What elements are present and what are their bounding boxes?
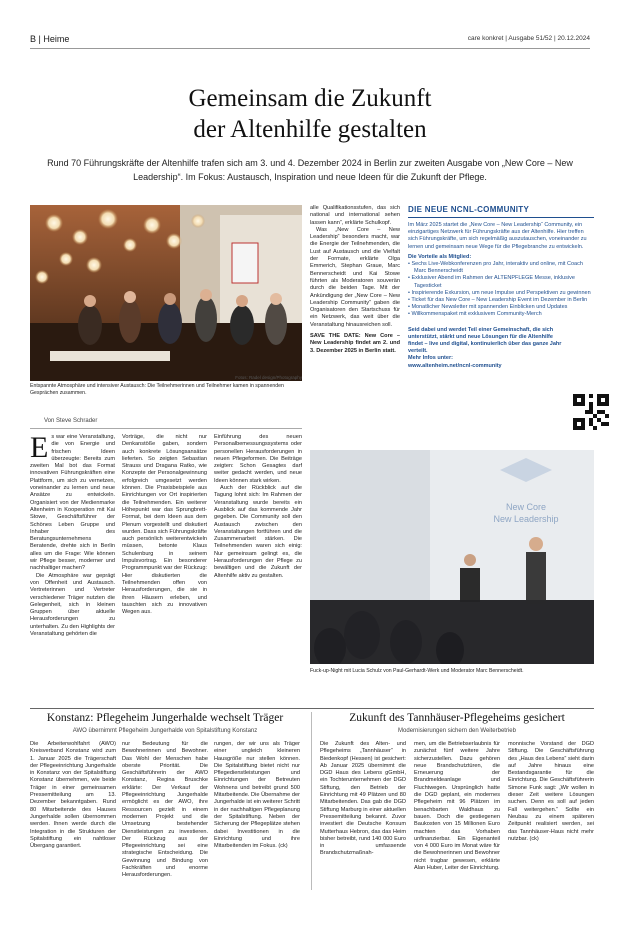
article-lead: Rund 70 Führungskräfte der Altenhilfe trafen sich am 3. und 4. Dezember 2024 in Berlin zur zweiten Ausgabe von „New Core – New Leadership“. Im Fokus: Austausch, Inspiration und neue Ideen für die Zukunft der Pflege. bbox=[47, 158, 573, 182]
byline: Von Steve Schrader bbox=[44, 418, 98, 424]
story2-column-1: Die Arbeiterwohlfahrt (AWO) Kreisverband Konstanz wird zum 1. Januar 2025 die Trägerschaft der Pflegeeinrichtung Jungerhalde in Konstanz von der Spitalstiftung Konstanz übernehmen, wie beide Träger in einer gemeinsamen Pressemitteilung am 13. Dezember bekanntgaben. Rund 80 Mitarbeitende des Hauses Jungerhalde sollen übernommen werden. Ihnen werde durch die Integration in die Strukturen der Spitalstiftung ein nahtloser Übergang garantiert. bbox=[30, 741, 116, 850]
story3-title: Zukunft des Tannhäuser-Pflegeheims gesichert bbox=[349, 712, 565, 724]
story2-column-2: nur Bedeutung für die Bewohnerinnen und Bewohner. Das Wohl der Menschen habe oberste Priorität. Die Geschäftsführerin der AWO Konstanz, Regina Bruschke erklärte: Der Verkauf der Pflegeeinrichtung Jungerhalde ermöglicht es der AWO, ihre Ressourcen gezielt in einem modernen Projekt und die Umsetzung bestehender Dienstleistungen zu investieren. Der Rückzug aus der Pflegeeinrichtung sei eine strategische Entscheidung. Die Gewinnung und Bindung von Fachkräften und enorme Herausforderungen. bbox=[122, 741, 208, 879]
title-line-1: Gemeinsam die Zukunft bbox=[188, 85, 432, 112]
story2-column-3: rungen, der wir uns als Träger einer ungleich kleineren Hausgröße nur stellen können. Die Spitalstiftung bietet nicht nur Pflegedienstleistungen und Einrichtungen der Betreuten Wohnens und betreibt grund 500 Mitarbeitende. Die Übernahme der Jungerhalde ist ein weiterer Schritt in der nachhaltigen Pflegeplanung der Spitalstiftung. Neben der Sicherung der Pflegeplätze stehen dabei Investitionen in die Einrichtung und ihre Mitarbeitenden im Fokus. (ck) bbox=[214, 741, 300, 850]
article-title bbox=[30, 83, 590, 145]
event-photo-illustration bbox=[30, 205, 302, 381]
story2-title: Konstanz: Pflegeheim Jungerhalde wechselt Träger bbox=[46, 712, 284, 724]
qr-code-icon[interactable] bbox=[573, 394, 609, 430]
story3-subtitle: Modernisierungen sichern den Weiterbetrieb bbox=[398, 728, 516, 734]
box-intro: Im März 2025 startet die „New Core – New Leadership“ Community, ein einzigartiges Netzwerk für Führungskräfte aus der Altenhilfe. Hier treffen sich Führungskräfte, um sich regelmäßig auszutauschen, voneinander zu lernen und gemeinsam neue Wege für die Pflegebranche zu entwickeln. bbox=[408, 222, 587, 250]
list-item: • Exklusiver Abend im Rahmen der ALTENPFLEGE Messe, inklusive Tagesticket bbox=[414, 275, 594, 289]
box-rule bbox=[408, 217, 594, 218]
box-title: DIE NEUE NCNL-COMMUNITY bbox=[408, 205, 530, 214]
col2-text: Vorträge, die nicht nur Denkanstöße gaben, sondern auch konkrete Lösungsansätze lieferten. So zeigten Sebastian Strauss und Dragana Ratko, wie Konzepte der Personalgewinnung erfolgreich umgesetzt werden können. Die Praxisbeispiele aus Einrichtungen vor Ort inspirierten die Teilnehmenden. Ein weiterer Höhepunkt war das Sprungbrett-Format, bei dem Ideen aus dem Plenum vorgestellt und diskutiert wurden. Dass sich Führungskräfte auch persönlich weiterentwickeln müssen, betonte Klaus Schulenburg in seinem Impulsvortrag. Ein besonderer Programmpunkt war der Rückzug: Hier diskutierten die Teilnehmenden offen von Herausforderungen, die sie in ihren Häusern erleben, und tauschten sich zu innovativen Wegen aus. bbox=[122, 434, 207, 616]
stage-photo bbox=[310, 450, 594, 664]
col3-text-2: Was „New Core – New Leadership“ besonders macht, war die Energie der Teilnehmenden, die Lust auf Austausch und die Vielfalt der Formate, erklärte Olga Emmerich, Stephan Graue, Marc Bennerscheidt und Kai Stowe führten als Moderatoren souverän durch die beiden Tage. Mit der Ankündigung der „New Core – New Leadership Community“ gaben die Organisatoren den Startschuss für ein Netzwerk, das weit über die Veranstaltung hinausreichen soll. bbox=[310, 226, 400, 328]
col4-text-2: Auch der Rückblick auf die Tagung lohnt sich: Im Rahmen der Veranstaltung wurde bereits ein Ausblick auf das kommende Jahr gegeben. Die Community soll den Austausch zwischen den Veranstaltungen fortführen und die Zusammenarbeit stärken. Die Teilnehmenden waren sich einig: Nur gemeinsam gelingt es, die Herausforderungen der Pflege zu bewältigen und die Zukunft der Altenhilfe aktiv zu gestalten. bbox=[214, 485, 302, 579]
list-item: • Ticket für das New Core – New Leadership Event im Dezember in Berlin bbox=[414, 297, 594, 304]
issue-label: care konkret | Ausgabe 51/52 | 20.12.2024 bbox=[467, 35, 590, 42]
story3-column-3: monnische Vorstand der DGD Stiftung. Die Geschäftsführung des „Haus des Lebens“ sieht darin auf Jahre hinaus eine Bestandsgarantie für die Einrichtung. Die Geschäftsführerin Simone Funk sagt: „Wir wollen in dieser Zeit weitere Lösungen suchen. Denn es soll auf jeden Fall weitergehen.“ Sollte ein Neubau zu einem späteren Zeitpunkt realisiert werden, sei das Tannhäuser-Haus nicht mehr nutzbar. (ck) bbox=[508, 741, 594, 842]
event-photo-caption: Entspannte Atmosphäre und intensiver Austausch: Die Teilnehmerinnen und Teilnehmer kamen in spannenden Gesprächen zusammen. bbox=[30, 383, 284, 396]
event-photo-credit: Fotos: Radel design/Photography bbox=[235, 375, 302, 380]
qr-code-graphic bbox=[573, 394, 609, 430]
title-line-2: der Altenhilfe gestalten bbox=[193, 116, 427, 143]
section-label: B | Heime bbox=[30, 34, 70, 44]
page-header bbox=[30, 34, 590, 49]
dropcap: E bbox=[30, 434, 49, 464]
story-divider bbox=[311, 712, 312, 890]
stage-photo-caption: Fuck-up-Night mit Lucia Schulz von Paul-Gerhardt-Werk und Moderator Marc Bennerscheidt. bbox=[310, 668, 524, 674]
list-item: • Monatlicher Newsletter mit spannenden Einblicken und Updates bbox=[414, 304, 594, 311]
box-benefits-list bbox=[408, 261, 594, 319]
col3-text: alle Qualifikationsstufen, das sich national und international sehen lassen kann“, erklärte Schulkopf. bbox=[310, 205, 400, 226]
box-list-title: Die Vorteile als Mitglied: bbox=[408, 253, 472, 260]
box-url-link[interactable]: www.altenheim.net/ncnl-community bbox=[408, 362, 502, 369]
event-photo bbox=[30, 205, 302, 381]
box-more-label: Mehr Infos unter: bbox=[408, 355, 453, 362]
col4-text: Einführung des neuen Personalbemessungssystems oder personellen Herausforderungen in neuen Pflegeformen. Die Beiträge zeigten: Schon Gesagtes darf weiter gedacht werden, und neue Ideen können stark wirken. bbox=[214, 434, 302, 484]
col1-text: s war eine Veranstaltung, die von Energie und frischen Ideen überzeugte: Bereits zum zweiten Mal bot das Format innovativen Führungskräften eine Plattform, um sich zu vernetzen, voneinander zu lernen und neue Ansätze zu entwickeln. Organisiert von der Medienmarke Altenheim in Kooperation mit Kai Stowe, Geschäftsführer der Schönes Leben Gruppe und Inhaber des Beratungsunternehmens Beratende, drehte sich in Berlin alles um die Frage: Wie können wir Pflege besser, moderner und nachhaltiger machen? bbox=[30, 434, 115, 572]
byline-rule bbox=[30, 428, 302, 429]
story3-column-2: men, um die Betriebserlaubnis für zunächst fünf weitere Jahre sicherzustellen. Dazu gehören neue Brandschutztüren, die Erneuerung der Brandmeldeanlage und Fluchtwegen. Ursprünglich hatte die DGD geplant, ein modernes Pflegeheim mit 96 Plätzen im benachbarten Waldhaus zu bauen. Doch die gestiegenen Baukosten von 15 Millionen Euro machten das Vorhaben unfinanzierbar. Ein Eigenanteil von 4 000 Euro im Monat wäre für die Bewohnerinnen und Bewohner nicht tragbar gewesen, erklärte Alan Huber, Leiter der Einrichtung. bbox=[414, 741, 500, 872]
section-rule bbox=[30, 708, 594, 709]
list-item: • Willkommenspaket mit exklusivem Community-Merch bbox=[414, 311, 594, 318]
stage-photo-illustration bbox=[310, 450, 594, 664]
save-the-date: SAVE THE DATE: New Core – New Leadership findet am 2. und 3. Dezember 2025 in Berlin statt. bbox=[310, 333, 400, 354]
story3-column-1: Die Zukunft des Alten- und Pflegeheims „Tannhäuser“ in Biedenkopf (Hessen) ist gesichert: Ab Januar 2025 übernimmt die DGD Haus des Lebens gGmbH, ein Tochterunternehmen der DGD Stiftung, den Betrieb der Einrichtung mit 49 Plätzen und 80 Mitarbeitenden. Das gab die DGD Stiftung Marburg in einer aktuellen Pressemitteilung bekannt. Zuvor investiert die Deutsche Konsum Mutterhaus Hebron, das das Heim bisher betreibt, rund 140 000 Euro in umfassende Brandschutzmaßnah- bbox=[320, 741, 406, 857]
story2-subtitle: AWO übernimmt Pflegeheim Jungerhalde von Spitalstiftung Konstanz bbox=[72, 728, 258, 734]
col1-text-2: Die Atmosphäre war geprägt von Offenheit und Austausch. Vertreterinnen und Vertreter verschiedener Träger nutzten die Gelegenheit, sich in kleinen Gruppen über aktuelle Herausforderungen zu unterhalten. Zu den Highlights der Veranstaltung gehörten die bbox=[30, 572, 115, 638]
stage-text-1: New Core bbox=[505, 502, 547, 512]
list-item: • Inspirierende Exkursion, um neue Impulse und Perspektiven zu gewinnen bbox=[414, 290, 594, 297]
box-outro: Seid dabei und werdet Teil einer Gemeinschaft, die sich unterstützt, stärkt und neue Lösungen für die Altenhilfe findet – live und digital, kontinuierlich über das ganze Jahr verteilt. bbox=[408, 326, 562, 355]
list-item: • Sechs Live-Webkonferenzen pro Jahr, interaktiv und online, mit Coach Marc Bennerscheidt bbox=[414, 261, 594, 275]
stage-text-2: New Leadership bbox=[493, 514, 559, 524]
